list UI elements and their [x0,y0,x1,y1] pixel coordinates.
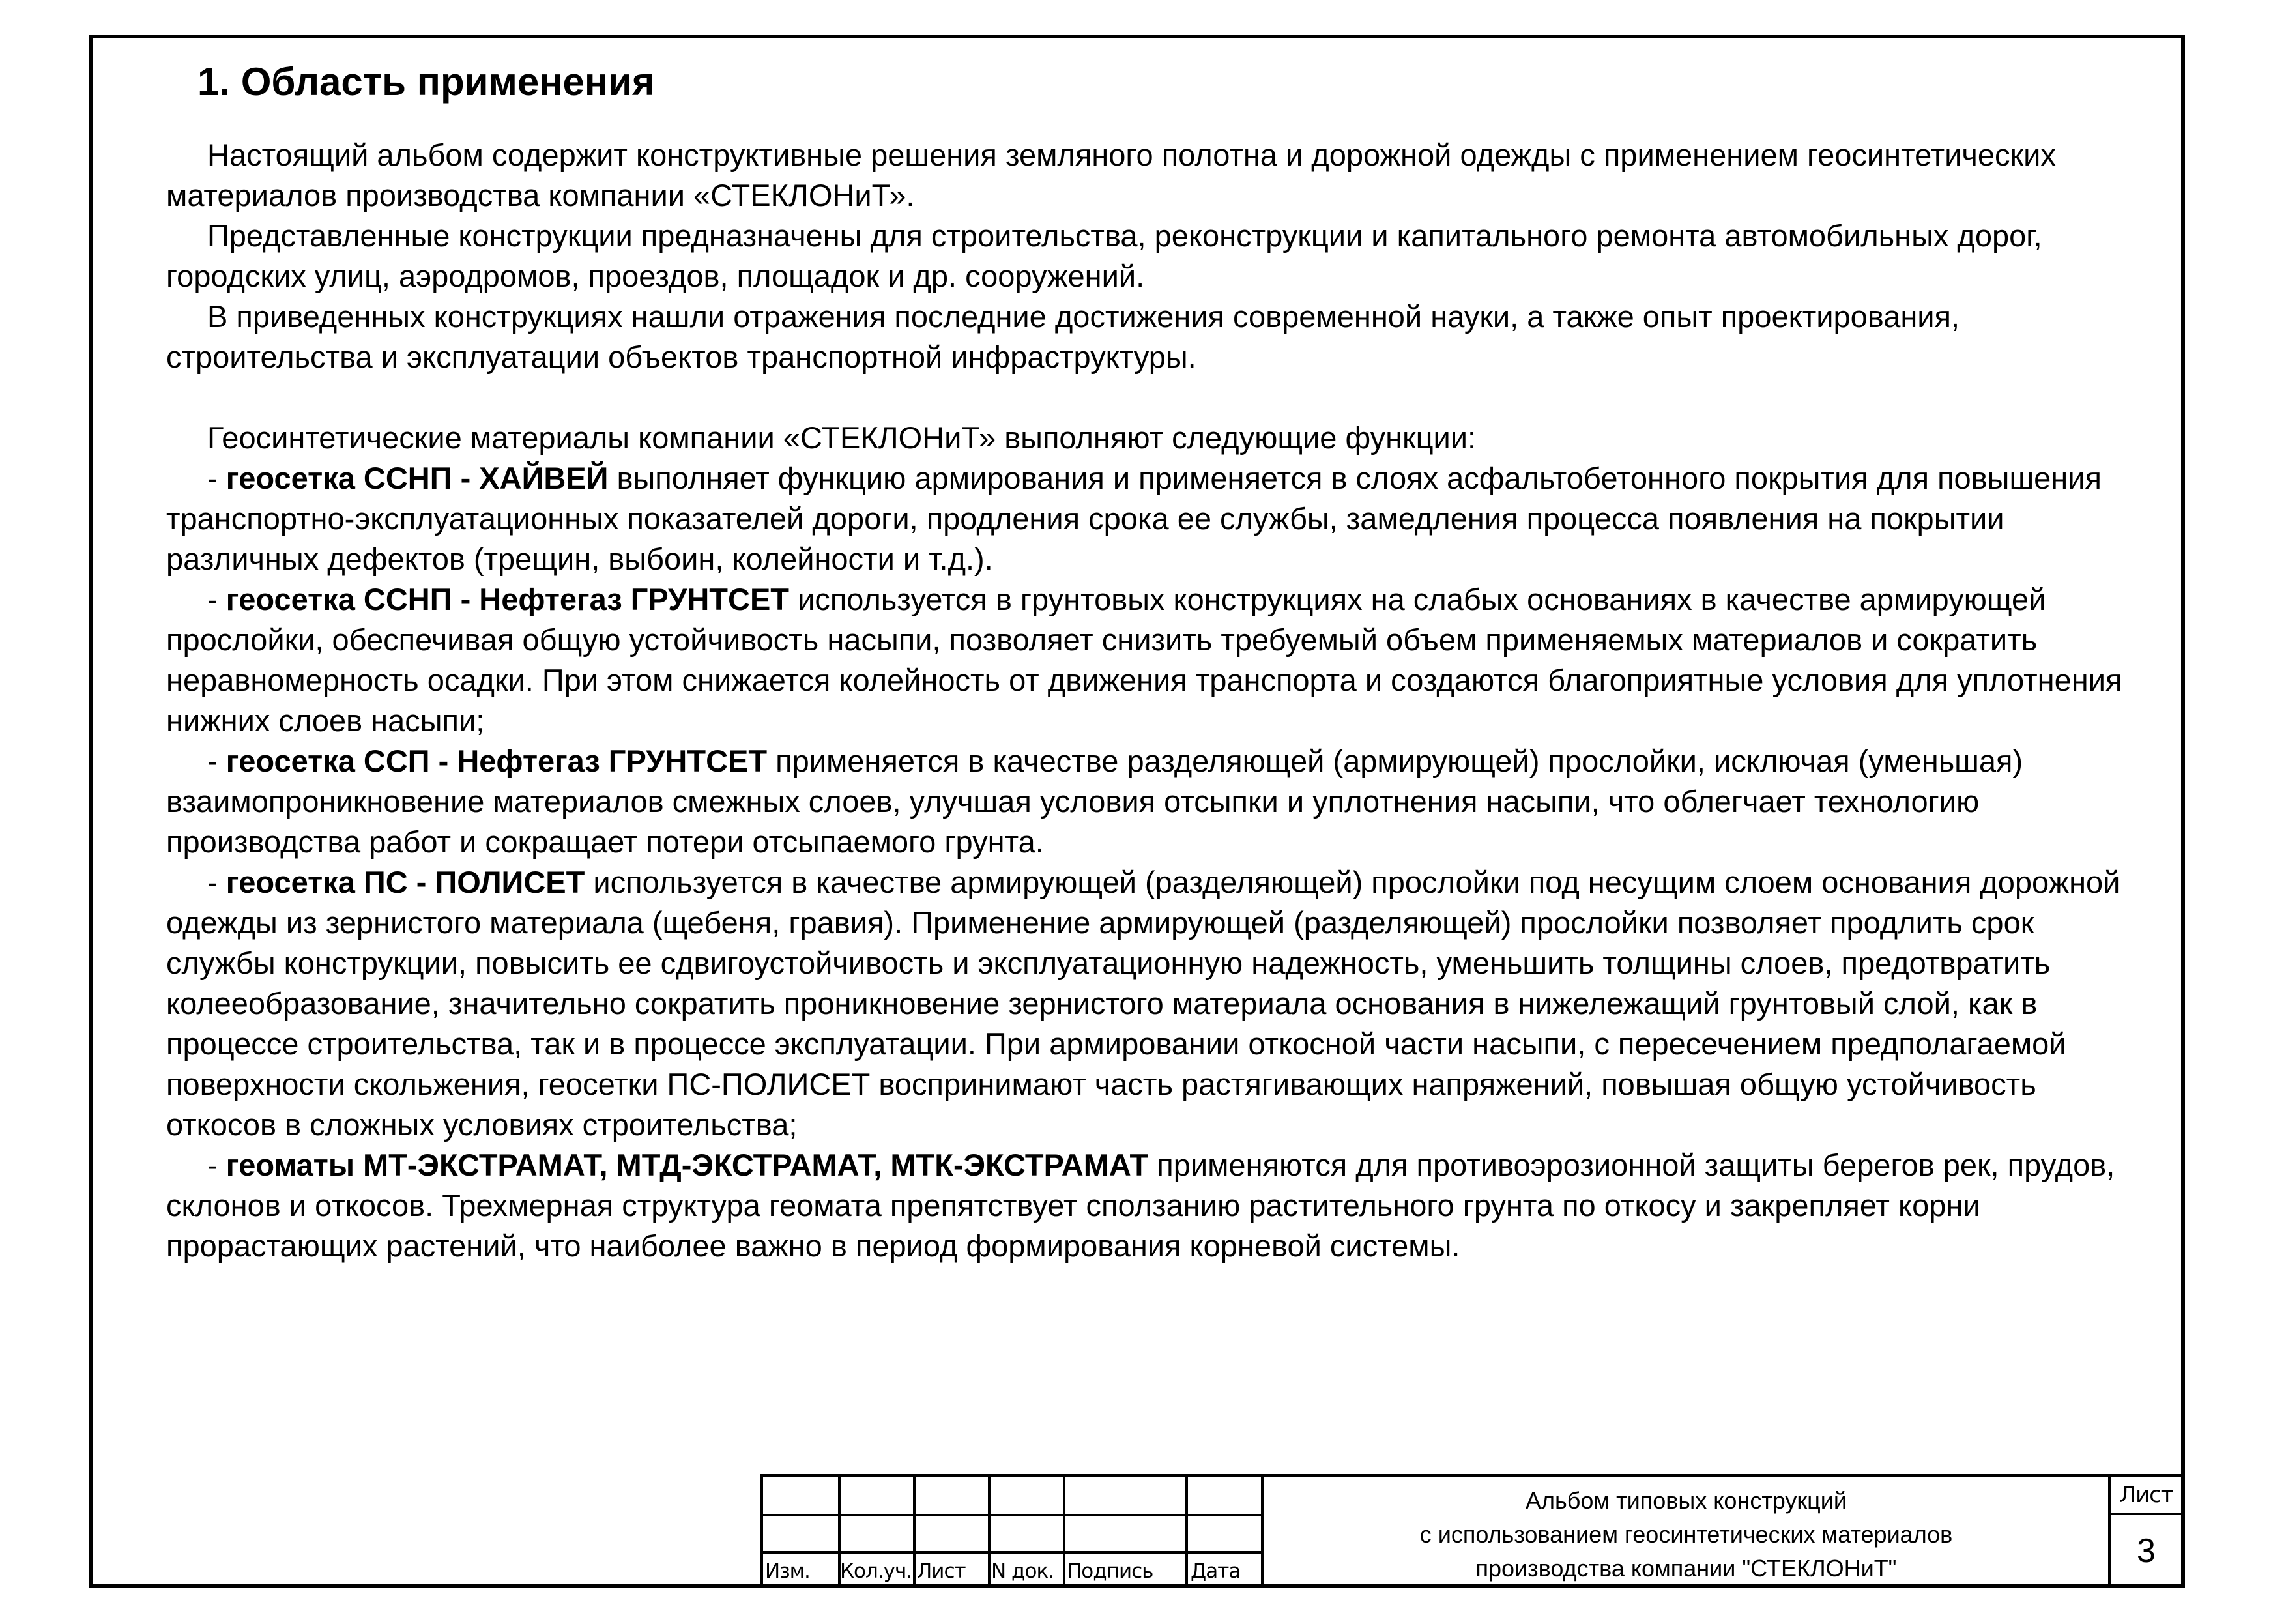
function-item [166,458,2128,579]
functions-intro: Геосинтетические материалы компании «СТЕКЛОНиТ» выполняют следующие функции: [207,420,1477,455]
title-line: производства компании "СТЕКЛОНиТ" [1475,1555,1897,1582]
function-item [166,862,2128,1145]
function-description: используется в грунтовых конструкциях на слабых основаниях в качестве армирующей прослойки, обеспечивая общую устойчивость насыпи, позволяет снизить требуемый объем применяемых материалов и сократить неравномерность осадки. При этом снижается колейность от движения транспорта и создаются благоприятные условия для уплотнения нижних слоев насыпи; [166,582,2122,738]
function-item [166,579,2128,741]
table-rule [913,1477,916,1584]
function-dash: - [207,744,226,778]
caption-izm: Изм. [765,1559,810,1583]
title-block [760,1474,2181,1584]
caption-n-dok: N док. [991,1559,1054,1583]
function-item [166,741,2128,862]
section-body [166,135,2128,1266]
caption-kol-uch: Кол.уч. [840,1559,912,1583]
intro-paragraph: Представленные конструкции предназначены для строительства, реконструкции и капитального ремонта автомобильных дорог, городских улиц, аэродромов, проездов, площадок и др. сооружений. [166,218,2042,293]
table-rule [988,1477,991,1584]
caption-list: Лист [917,1559,966,1583]
material-name: геосетка ССНП - Нефтегаз ГРУНТСЕТ [225,582,790,616]
caption-data: Дата [1191,1559,1241,1583]
material-name: геосетка ССНП - ХАЙВЕЙ [225,461,609,495]
function-dash: - [207,865,226,899]
intro-paragraph: Настоящий альбом содержит конструктивные решения земляного полотна и дорожной одежды с применением геосинтетических материалов производства компании «СТЕКЛОНиТ». [166,138,2056,212]
title-line: Альбом типовых конструкций [1525,1487,1847,1514]
material-name: геосетка ПС - ПОЛИСЕТ [225,865,585,899]
caption-podpis: Подпись [1067,1559,1153,1583]
function-description: применяется в качестве разделяющей (армирующей) прослойки, исключая (уменьшая) взаимопроникновение материалов смежных слоев, улучшая условия отсыпки и уплотнения насыпи, что облегчает технологию производства работ и сокращает потери отсыпаемого грунта. [166,744,2023,859]
function-dash: - [207,461,226,495]
material-name: геосетка ССП - Нефтегаз ГРУНТСЕТ [225,744,768,778]
intro-paragraph: В приведенных конструкциях нашли отражения последние достижения современной науки, а также опыт проектирования, строительства и эксплуатации объектов транспортной инфраструктуры. [166,299,1960,374]
title-line: с использованием геосинтетических материалов [1419,1521,1953,1548]
revision-table [760,1474,1261,1584]
function-description: используется в качестве армирующей (разделяющей) прослойки под несущим слоем основания дорожной одежды из зернистого материала (щебеня, гравия). Применение армирующей (разделяющей) прослойки позволяет продлить срок службы конструкции, повысить ее сдвигоустойчивость и эксплуатационную надежность, уменьшить толщины слоев, предотвратить колееобразование, значительно сократить проникновение зернистого материала основания в нижележащий грунтовый слой, как в процессе строительства, так и в процессе эксплуатации. При армировании откосной части насыпи, с пересечением предполагаемой поверхности скольжения, геосетки ПС-ПОЛИСЕТ воспринимают часть растягивающих напряжений, повышая общую устойчивость откосов в сложных условиях строительства; [166,865,2120,1142]
function-dash: - [207,1148,226,1182]
section-heading: 1. Область применения [197,60,656,104]
material-name: геоматы МТ-ЭКСТРАМАТ, МТД-ЭКСТРАМАТ, МТК-ЭКСТРАМАТ [225,1148,1149,1182]
document-title [1261,1474,2108,1584]
function-item [166,1145,2128,1266]
sheet-label: Лист [2111,1477,2181,1515]
function-dash: - [207,582,226,616]
table-rule [1063,1477,1065,1584]
function-description: выполняет функцию армирования и применяется в слоях асфальтобетонного покрытия для повышения транспортно-эксплуатационных показателей дороги, продления срока ее службы, замедления процесса появления на покрытии различных дефектов (трещин, выбоин, колейности и т.д.). [166,461,2102,576]
sheet-number: 3 [2137,1532,2156,1570]
sheet-cell [2108,1474,2181,1584]
function-description: применяются для противоэрозионной защиты берегов рек, прудов, склонов и откосов. Трехмерная структура геомата препятствует сползанию растительного грунта по откосу и закрепляет корни прорастающих растений, что наиболее важно в период формирования корневой системы. [166,1148,2115,1263]
table-rule [1185,1477,1188,1584]
